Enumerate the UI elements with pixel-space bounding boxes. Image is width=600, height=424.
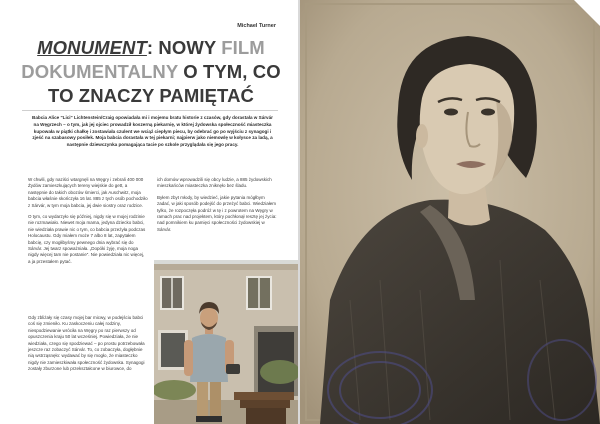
- page-corner: [574, 0, 600, 26]
- paragraph: O tym, co wydarzyło się później, nigdy się w mojej rodzinie nie rozmawiało. Niewet moja mama, jedyna dziecko babci, nie wiedziała prawie nic o tym, co babcia przeżyła podczas Holocaustu. Gdy miałem może 7 albo 8 lat, zapytałem babcię, czy mogłibyśmy pewnego dnia wybrać się do Sárvár. Jej twarz spoważniała. „Dopóki żyję, moja noga nigdy więcej tam nie postanie”. Nie powiedziała nic więcej, a ja przestałem pytać.: [28, 214, 146, 264]
- right-page-portrait: [300, 0, 600, 424]
- article-lead: Babcia Alice "Lici" Lichtenstein/Craig opowiadała mi i mojemu bratu historie z czasów, gdy dorastała w Sárvár na Węgrzech – o tym, jak jej ojciec prowadził koszerną piekarnię, w której żydowska społeczność miasteczka kupowała w piątki chałkę i zostawiała czulent we wciąż ciepłym piecu, by odebrać go po wyjściu z synagogi i zjeść na szabasowy posiłek. Moja babcia dorastała w tej piekarni; najpierw jako niemowlę w kołysce za ladą, a następnie dziewczynka pomagająca tacie po szkole przyglądała się jego pracy.: [32, 115, 273, 148]
- title-part-6: TO ZNACZY PAMIĘTAĆ: [48, 85, 254, 106]
- vintage-portrait-photo: [300, 0, 600, 424]
- paragraph: ich domów wprowadzili się obcy ludzie, a 885 żydowskich mieszkańców miasteczka zniknęło bez śladu.: [157, 177, 272, 189]
- title-part-3: FILM: [221, 37, 265, 58]
- article-title: [18, 36, 284, 108]
- photo-man-in-front-of-house: [154, 260, 298, 424]
- title-part-5: O TYM, CO: [177, 61, 281, 82]
- paragraph: Byłem zbyt młody, by wiedzieć, jakie pytania mógłbym zadać, w jaki sposób podejść do przeżyć babci. Wiedziałem tylko, że rozpoczęła podróż w tę i z powrotem na Węgry w ramach prac nad projektem, który pochłonął resztę jej życia: nad pomnikiem ku pamięci społeczności żydowskiej w Sárvár.: [157, 194, 277, 232]
- body-column-2: [157, 177, 277, 238]
- body-column-1-lower: [28, 315, 148, 378]
- title-divider: [22, 110, 278, 111]
- title-part-2: : NOWY: [146, 37, 222, 58]
- author-byline: Michael Turner: [237, 23, 276, 29]
- title-monument: MONUMENT: [37, 37, 147, 58]
- body-column-1: [28, 177, 148, 270]
- paragraph: W chwili, gdy naziści wtargnęli na Węgry i zebrali 400 000 Żydów zamieszkujących tereny wiejskie do gett, a następnie do takich obozów śmierci, jak Auschwitz, moja babcia właśnie skończyła 16 lat. 885 z tych osób pochodziło z Sárvár, w tym moja babcia, jej dwie siostry oraz rodzice.: [28, 177, 148, 208]
- paragraph: Gdy zbliżały się czasy mojej bar micwy, w podejściu babci coś się zmieniło. Ku zaskoczeniu całej rodziny, niespodziewanie wróciła na Węgry po raz pierwszy od opuszczenia kraju 50 lat wcześniej. Powiedziała, że nie wiedziała, czego się spodziewać – po prostu potrzebowała jeszcze raz zobaczyć Sárvár. To, co zobaczyła, dogłębnie nią wstrząsnęło: wydawać by się mogło, że miasteczko nigdy nie zamieszkiwała społeczność żydowska. Synagogi zostały zburzone lub przekształcone w biurowce, do: [28, 315, 145, 372]
- title-part-4: DOKUMENTALNY: [21, 61, 178, 82]
